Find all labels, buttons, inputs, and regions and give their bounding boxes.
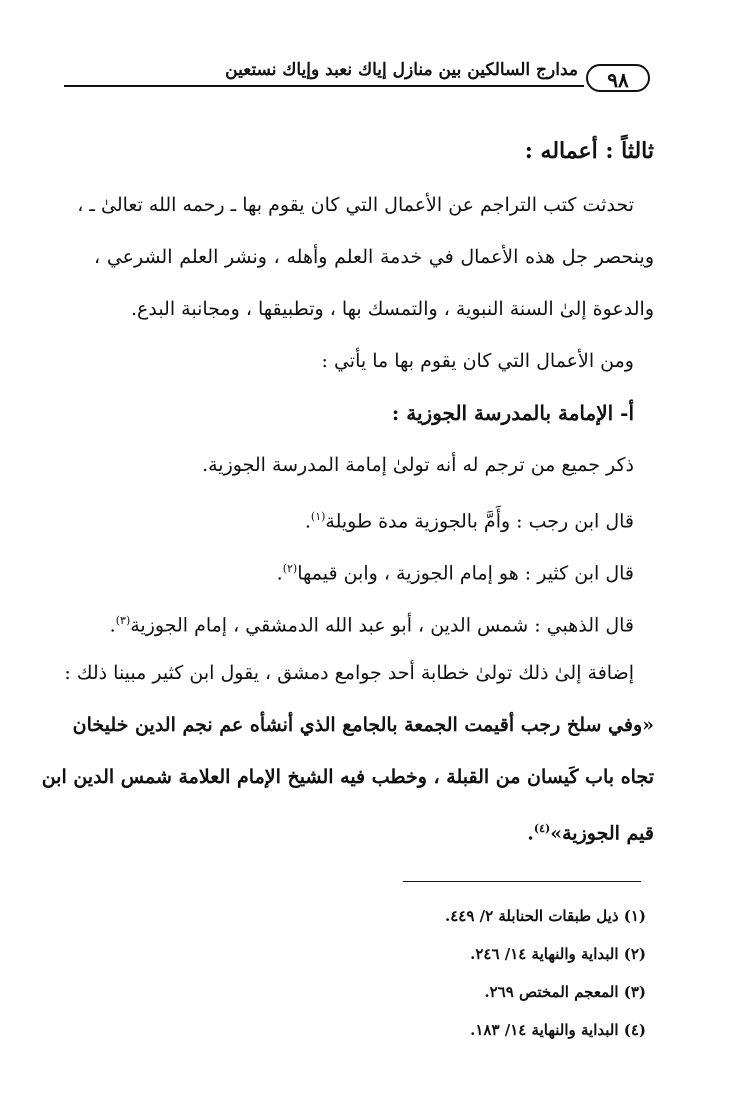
- subheading: أ- الإمامة بالمدرسة الجوزية :: [391, 401, 634, 425]
- block-quote-line: تجاه باب كَيسان من القبلة ، وخطب فيه الشيخ الإمام العلامة شمس الدين ابن: [41, 766, 654, 788]
- paragraph-line: والدعوة إلىٰ السنة النبوية ، والتمسك بها ، وتطبيقها ، ومجانبة البدع.: [130, 298, 654, 320]
- quote-end: .: [527, 822, 534, 845]
- footnote-ref: (٢): [282, 562, 298, 575]
- block-quote-line: [94, 811, 654, 863]
- paragraph-line: إضافة إلىٰ ذلك تولىٰ خطابة أحد جوامع دمشق ، يقول ابن كثير مبينا ذلك :: [64, 662, 634, 684]
- quote-line: [94, 551, 654, 603]
- quote-text: قيم الجوزية»: [550, 822, 654, 845]
- header-rule: [64, 85, 584, 87]
- intro-line: ومن الأعمال التي كان يقوم بها ما يأتي :: [321, 350, 634, 372]
- footnote: (٢) البداية والنهاية ١٤/ ٢٤٦.: [470, 945, 646, 963]
- footnote-ref: (٣): [115, 614, 131, 627]
- main-text: [41, 133, 654, 863]
- footnote: (٣) المعجم المختص ٢٦٩.: [484, 983, 646, 1001]
- footnote: (١) ذيل طبقات الحنابلة ٢/ ٤٤٩.: [445, 907, 646, 925]
- quote-end: .: [109, 614, 116, 637]
- block-quote-line: «وفي سلخ رجب أقيمت الجمعة بالجامع الذي أنشأه عم نجم الدين خليخان: [72, 714, 654, 736]
- footnote: (٤) البداية والنهاية ١٤/ ١٨٣.: [470, 1021, 646, 1039]
- paragraph-line: تحدثت كتب التراجم عن الأعمال التي كان يقوم بها ـ رحمه الله تعالىٰ ـ ،: [77, 194, 634, 216]
- quote-end: .: [276, 562, 283, 585]
- quote-text: قال ابن كثير : هو إمام الجوزية ، وابن قيمها: [297, 562, 634, 585]
- paragraph-line: ذكر جميع من ترجم له أنه تولىٰ إمامة المدرسة الجوزية.: [202, 454, 634, 476]
- quote-line: [94, 499, 654, 551]
- quote-text: قال ابن رجب : وأَمَّ بالجوزية مدة طويلة: [325, 510, 634, 533]
- footnotes: [445, 903, 646, 1055]
- page-header: [64, 58, 650, 98]
- quote-line: [94, 603, 654, 655]
- paragraph-line: وينحصر جل هذه الأعمال في خدمة العلم وأهله ، ونشر العلم الشرعي ،: [94, 246, 654, 268]
- footnote-ref: (٤): [533, 822, 551, 835]
- section-title: ثالثاً : أعماله :: [524, 138, 654, 164]
- quote-end: .: [304, 510, 311, 533]
- footnote-rule: [403, 881, 641, 882]
- quote-text: قال الذهبي : شمس الدين ، أبو عبد الله الدمشقي ، إمام الجوزية: [130, 614, 634, 637]
- running-title: مدارج السالكين بين منازل إياك نعبد وإياك نستعين: [225, 60, 578, 80]
- footnote-ref: (١): [310, 510, 326, 523]
- page-number: ٩٨: [586, 64, 650, 92]
